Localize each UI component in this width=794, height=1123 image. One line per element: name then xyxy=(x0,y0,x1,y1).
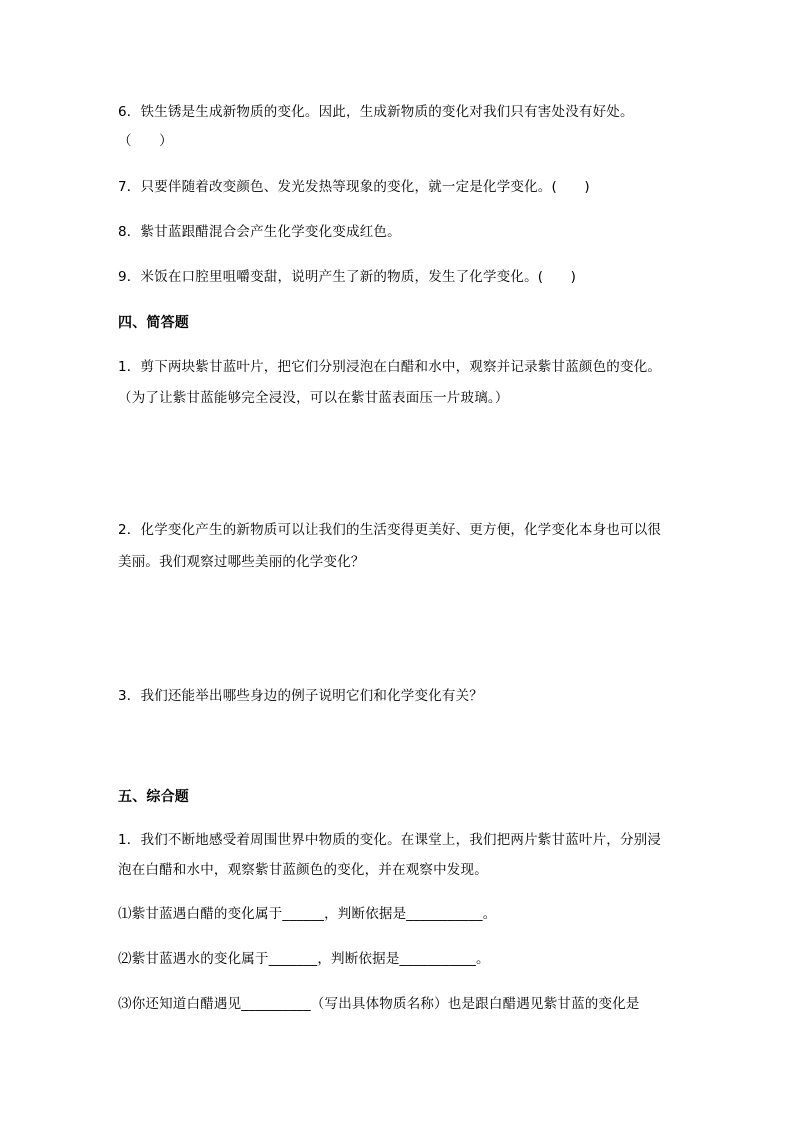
tf-q9: 9．米饭在口腔里咀嚼变甜，说明产生了新的物质，发生了化学变化。( ) xyxy=(118,269,577,285)
sa-q2-line1: 2．化学变化产生的新物质可以让我们的生活变得更美好、更方便，化学变化本身也可以很 xyxy=(118,522,662,538)
tf-q7: 7．只要伴随着改变颜色、发光发热等现象的变化，就一定是化学变化。( ) xyxy=(118,179,590,195)
sa-q1-line2: （为了让紫甘蓝能够完全浸没，可以在紫甘蓝表面压一片玻璃。） xyxy=(118,390,509,406)
sa-q1-line1: 1．剪下两块紫甘蓝叶片，把它们分别浸泡在白醋和水中，观察并记录紫甘蓝颜色的变化。 xyxy=(118,359,662,375)
sa-q3: 3．我们还能举出哪些身边的例子说明它们和化学变化有关？ xyxy=(118,688,483,704)
comp-q1-line2: 泡在白醋和水中，观察紫甘蓝颜色的变化，并在观察中发现。 xyxy=(118,862,488,878)
comp-sub1: ⑴紫甘蓝遇白醋的变化属于______，判断依据是___________。 xyxy=(118,906,497,922)
comprehensive-heading: 五、综合题 xyxy=(118,789,189,805)
tf-q6-line1: 6．铁生锈是生成新物质的变化。因此，生成新物质的变化对我们只有害处没有好处。 xyxy=(118,104,634,120)
sa-q2-line2: 美丽。我们观察过哪些美丽的化学变化？ xyxy=(118,554,365,570)
tf-q8: 8．紫甘蓝跟醋混合会产生化学变化变成红色。 xyxy=(118,224,401,240)
tf-q6-line2: （ ） xyxy=(118,133,173,149)
comp-sub2: ⑵紫甘蓝遇水的变化属于_______，判断依据是___________。 xyxy=(118,951,490,967)
comp-sub3: ⑶你还知道白醋遇见__________（写出具体物质名称）也是跟白醋遇见紫甘蓝的变化是 xyxy=(118,996,640,1012)
short-answer-heading: 四、简答题 xyxy=(118,315,189,331)
comp-q1-line1: 1．我们不断地感受着周围世界中物质的变化。在课堂上，我们把两片紫甘蓝叶片，分别浸 xyxy=(118,832,662,848)
